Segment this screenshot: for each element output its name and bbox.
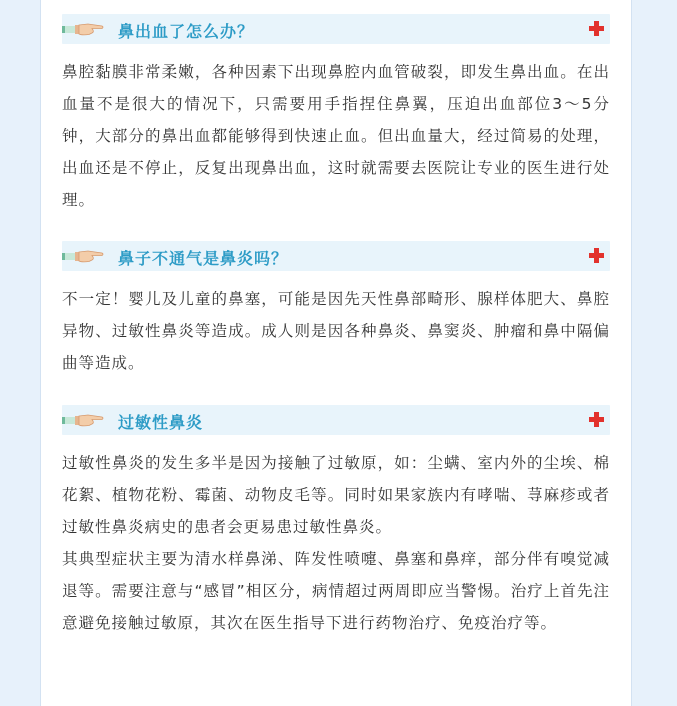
section-allergic-rhinitis xyxy=(62,405,610,639)
section-title: 鼻出血了怎么办？ xyxy=(118,22,255,41)
section-nosebleed xyxy=(62,14,610,216)
section-nasal-congestion xyxy=(62,241,610,379)
section-paragraph: 不一定！婴儿及儿童的鼻塞，可能是因先天性鼻部畸形、腺样体肥大、鼻腔异物、过敏性鼻炎等造成。成人则是因各种鼻炎、鼻窦炎、肿瘤和鼻中隔偏曲等造成。 xyxy=(62,290,610,372)
section-title: 过敏性鼻炎 xyxy=(118,413,204,432)
section-paragraph: 过敏性鼻炎的发生多半是因为接触了过敏原，如：尘螨、室内外的尘埃、棉花絮、植物花粉、霉菌、动物皮毛等。同时如果家族内有哮喘、荨麻疹或者过敏性鼻炎病史的患者会更易患过敏性鼻炎。 xyxy=(62,454,610,536)
section-paragraph: 鼻腔黏膜非常柔嫩，各种因素下出现鼻腔内血管破裂，即发生鼻出血。在出血量不是很大的情况下，只需要用手指捏住鼻翼，压迫出血部位3～5分钟，大部分的鼻出血都能够得到快速止血。但出血量大，经过简易的处理，出血还是不停止，反复出现鼻出血，这时就需要去医院让专业的医生进行处理。 xyxy=(62,63,610,209)
section-header xyxy=(62,14,610,44)
pointing-hand-icon xyxy=(62,250,104,263)
section-title: 鼻子不通气是鼻炎吗？ xyxy=(118,249,289,268)
plus-icon xyxy=(589,21,604,36)
section-header xyxy=(62,405,610,435)
plus-icon xyxy=(589,248,604,263)
section-paragraph: 其典型症状主要为清水样鼻涕、阵发性喷嚏、鼻塞和鼻痒，部分伴有嗅觉减退等。需要注意与“感冒”相区分，病情超过两周即应当警惕。治疗上首先注意避免接触过敏原，其次在医生指导下进行药物治疗、免疫治疗等。 xyxy=(62,550,610,632)
plus-icon xyxy=(589,412,604,427)
pointing-hand-icon xyxy=(62,414,104,427)
pointing-hand-icon xyxy=(62,23,104,36)
section-header xyxy=(62,241,610,271)
